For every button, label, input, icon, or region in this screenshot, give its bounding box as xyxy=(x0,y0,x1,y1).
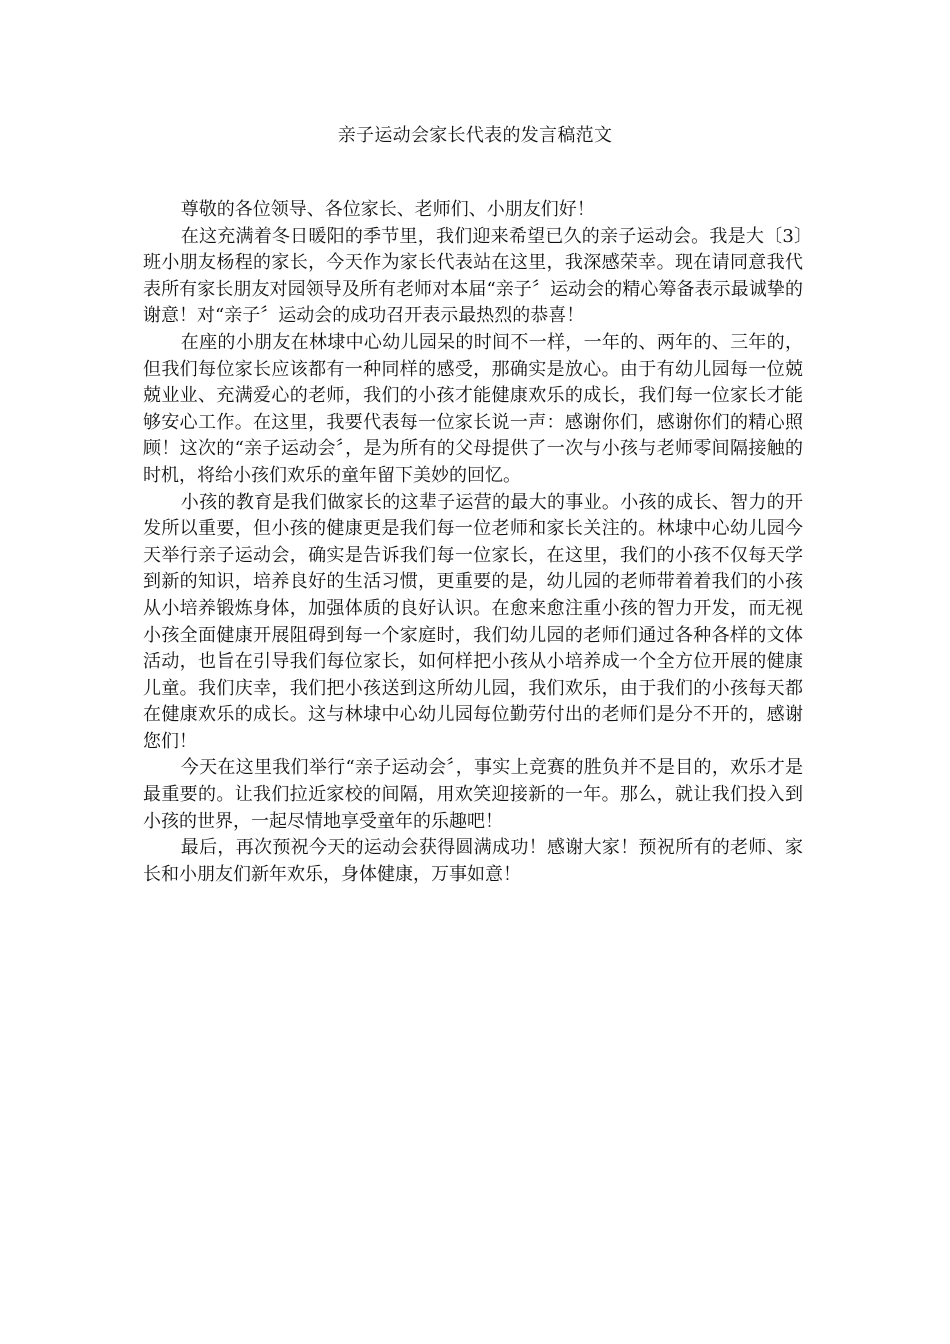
paragraph-greeting: 尊敬的各位领导、各位家长、老师们、小朋友们好！ xyxy=(180,199,595,220)
paragraph-education: 小孩的教育是我们做家长的这辈子运营的最大的事业。小孩的成长、智力的开发所以重要，但小孩的健康更是我们每一位老师和家长关注的。林埭中心幼儿园今天举行亲子运动会，确实是告诉我们每一位家长，在这里，我们的小孩不仅每天学到新的知识，培养良好的生活习惯，更重要的是，幼儿园的老师带着着我们的小孩从小培养锻炼身体，加强体质的良好认识。在愈来愈注重小孩的智力开发，而无视小孩全面健康开展阻碍到每一个家庭时，我们幼儿园的老师们通过各种各样的文体活动，也旨在引导我们每位家长，如何样把小孩从小培养成一个全方位开展的健康儿童。我们庆幸，我们把小孩送到这所幼儿园，我们欢乐，由于我们的小孩每天都在健康欢乐的成长。这与林埭中心幼儿园每位勤劳付出的老师们是分不开的，感谢您们！ xyxy=(143,491,803,752)
paragraph-closing: 最后，再次预祝今天的运动会获得圆满成功！感谢大家！预祝所有的老师、家长和小朋友们新年欢乐，身体健康，万事如意！ xyxy=(143,837,803,885)
paragraph-introduction: 在这充满着冬日暖阳的季节里，我们迎来希望已久的亲子运动会。我是大〔3〕班小朋友杨程的家长，今天作为家长代表站在这里，我深感荣幸。现在请同意我代表所有家长朋友对园领导及所有老师对本届“亲子〞运动会的精心筹备表示最诚挚的谢意！对“亲子〞运动会的成功召开表示最热烈的恭喜！ xyxy=(143,225,803,327)
document-title: 亲子运动会家长代表的发言稿范文 xyxy=(337,125,613,146)
paragraph-gratitude: 在座的小朋友在林埭中心幼儿园呆的时间不一样，一年的、两年的、三年的，但我们每位家长应该都有一种同样的感受，那确实是放心。由于有幼儿园每一位兢兢业业、充满爱心的老师，我们的小孩才能健康欢乐的成长，我们每一位家长才能够安心工作。在这里，我要代表每一位家长说一声：感谢你们，感谢你们的精心照顾！这次的“亲子运动会〞，是为所有的父母提供了一次与小孩与老师零间隔接触的时机，将给小孩们欢乐的童年留下美妙的回忆。 xyxy=(143,331,803,486)
paragraph-event: 今天在这里我们举行“亲子运动会〞，事实上竞赛的胜负并不是目的，欢乐才是最重要的。让我们拉近家校的间隔，用欢笑迎接新的一年。那么，就让我们投入到小孩的世界，一起尽情地享受童年的乐趣吧！ xyxy=(143,757,803,832)
document-body xyxy=(143,197,803,888)
